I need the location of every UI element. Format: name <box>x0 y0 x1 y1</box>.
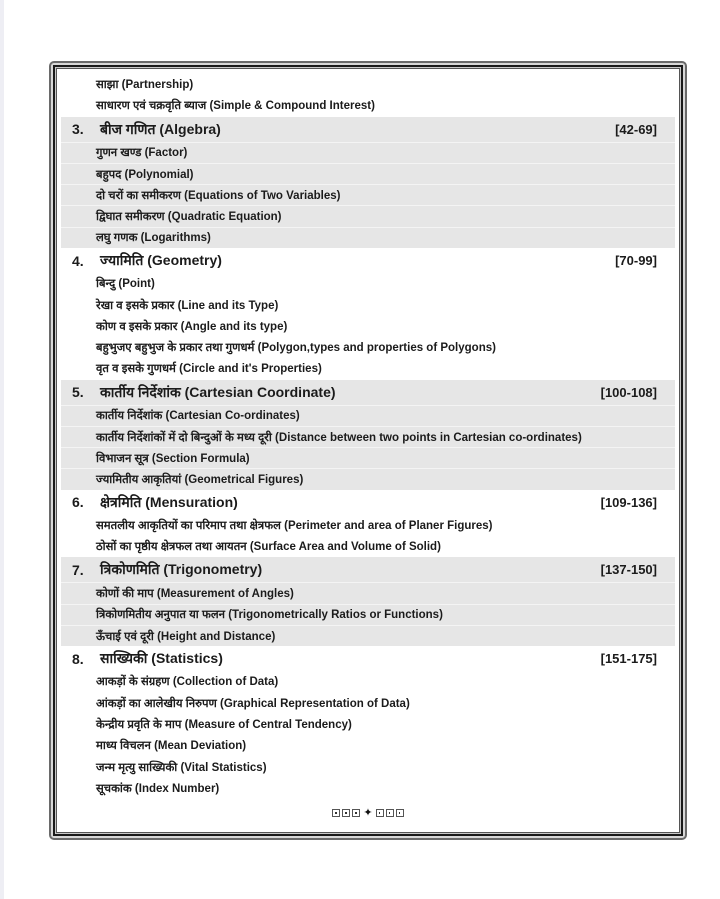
topic-item: विभाजन सूत्र (Section Formula) <box>61 447 675 468</box>
ornament-box-icon <box>396 809 404 817</box>
section-page-range: [137-150] <box>600 562 657 578</box>
section-mensuration <box>61 490 675 558</box>
ornament-star-icon: ✦ <box>363 807 373 820</box>
topic-item: केन्द्रीय प्रवृति के माप (Measure of Central Tendency) <box>96 718 352 731</box>
section-title: क्षेत्रमिति (Mensuration) <box>100 493 238 510</box>
section-title: ज्यामिति (Geometry) <box>100 252 222 269</box>
section-number: 5. <box>72 384 84 401</box>
topic-item: बहुभुजए बहुभुज के प्रकार तथा गुणधर्म (Polygon,types and properties of Polygons) <box>96 342 496 355</box>
topic-item: दो चरों का समीकरण (Equations of Two Variables) <box>61 184 675 205</box>
section-heading <box>61 557 675 582</box>
topic-item: समतलीय आकृतियों का परिमाप तथा क्षेत्रफल (Perimeter and area of Planer Figures) <box>96 519 493 532</box>
section-number: 7. <box>72 561 84 578</box>
section-number: 4. <box>72 252 84 269</box>
section-cartesian-coordinate <box>61 380 675 490</box>
topic-item: गुणन खण्ड (Factor) <box>61 142 675 163</box>
lead-item: साझा (Partnership) <box>96 79 194 92</box>
section-number: 3. <box>72 121 84 138</box>
topic-item: माध्य विचलन (Mean Deviation) <box>96 740 247 753</box>
section-title: त्रिकोणमिति (Trigonometry) <box>100 561 263 578</box>
end-ornament <box>57 806 679 820</box>
section-page-range: [100-108] <box>600 384 657 400</box>
section-page-range: [70-99] <box>615 253 657 269</box>
topic-item: बिन्दु (Point) <box>96 278 155 291</box>
contents-page <box>56 68 680 833</box>
topic-item: आंकड़ों का आलेखीय निरुपण (Graphical Representation of Data) <box>96 697 410 710</box>
section-geometry <box>61 248 675 379</box>
page-frame-mid <box>53 65 683 836</box>
section-heading <box>61 380 675 405</box>
section-statistics <box>61 646 675 799</box>
topic-item: द्विघात समीकरण (Quadratic Equation) <box>61 205 675 226</box>
section-algebra <box>61 117 675 248</box>
topic-item: रेखा व इसके प्रकार (Line and its Type) <box>96 299 279 312</box>
ornament-box-icon <box>332 809 340 817</box>
lead-item: साधारण एवं चक्रवृति ब्याज (Simple & Compound Interest) <box>96 100 375 113</box>
lead-items <box>57 74 679 117</box>
topic-item: कोण व इसके प्रकार (Angle and its type) <box>96 320 288 333</box>
topic-item: जन्म मृत्यु साख्यिकी (Vital Statistics) <box>96 761 267 774</box>
topic-item: कोणों की माप (Measurement of Angles) <box>61 582 675 603</box>
section-heading <box>61 248 675 273</box>
topic-item: वृत व इसके गुणधर्म (Circle and it's Properties) <box>96 363 322 376</box>
section-number: 8. <box>72 650 84 667</box>
topic-item: त्रिकोणमितीय अनुपात या फलन (Trigonometrically Ratios or Functions) <box>61 604 675 625</box>
section-heading <box>61 646 675 671</box>
section-title: साख्यिकी (Statistics) <box>100 650 223 667</box>
section-page-range: [109-136] <box>600 494 657 510</box>
section-heading <box>61 117 675 142</box>
topic-item: ठोसों का पृष्ठीय क्षेत्रफल तथा आयतन (Surface Area and Volume of Solid) <box>96 541 441 554</box>
topic-item: बहुपद (Polynomial) <box>61 163 675 184</box>
section-title: कार्तीय निर्देशांक (Cartesian Coordinate) <box>100 383 336 400</box>
topic-item: सूचकांक (Index Number) <box>96 782 220 795</box>
topic-item: लघु गणक (Logarithms) <box>61 227 675 248</box>
ornament-box-icon <box>352 809 360 817</box>
section-trigonometry <box>61 557 675 646</box>
section-heading <box>61 490 675 515</box>
ornament-box-icon <box>342 809 350 817</box>
topic-item: ज्यामितीय आकृतियां (Geometrical Figures) <box>61 468 675 489</box>
section-number: 6. <box>72 494 84 511</box>
section-page-range: [42-69] <box>615 121 657 137</box>
ornament-box-icon <box>386 809 394 817</box>
ornament-box-icon <box>376 809 384 817</box>
topic-item: कार्तीय निर्देशांक (Cartesian Co-ordinates) <box>61 405 675 426</box>
page-frame <box>49 61 687 840</box>
section-page-range: [151-175] <box>600 651 657 667</box>
page-edge-strip <box>0 0 4 899</box>
topic-item: आकड़ों के संग्रहण (Collection of Data) <box>96 676 279 689</box>
section-title: बीज गणित (Algebra) <box>100 120 221 137</box>
topic-item: कार्तीय निर्देशांकों में दो बिन्दुओं के मध्य दूरी (Distance between two points in Cartesian co-ordinates) <box>61 426 675 447</box>
topic-item: ऊँचाई एवं दूरी (Height and Distance) <box>61 625 675 646</box>
